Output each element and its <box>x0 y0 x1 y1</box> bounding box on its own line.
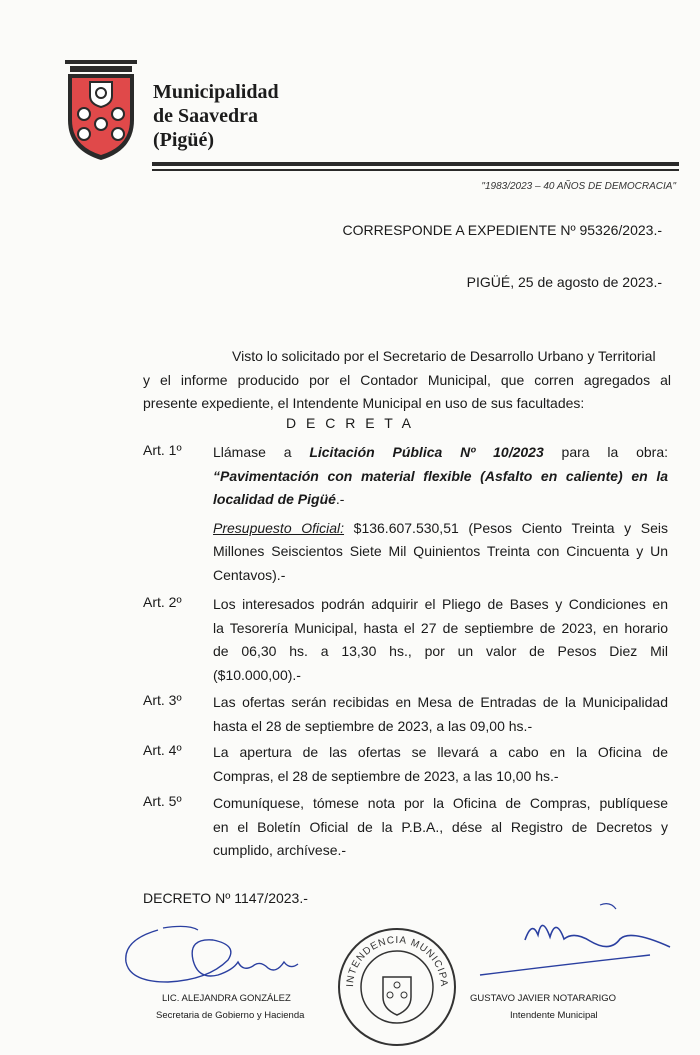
licitacion-title: Licitación Pública Nº 10/2023 <box>309 444 544 460</box>
municipal-seal-stamp <box>335 925 460 1050</box>
organization-name <box>153 80 353 152</box>
article-3-line-1: Las ofertas serán recibidas en Mesa de Entradas de la Municipalidad <box>213 694 668 710</box>
article-4-body <box>213 741 668 788</box>
article-2-line-4: ($10.000,00).- <box>213 666 301 683</box>
decreta-heading: D E C R E T A <box>286 415 414 431</box>
article-1-line-1 <box>213 441 668 465</box>
article-3-label: Art. 3º <box>143 692 182 708</box>
article-3-body <box>213 691 668 738</box>
article-4-line-1: La apertura de las ofertas se llevará a cabo en la Oficina de <box>213 744 668 760</box>
handwritten-signature-left <box>118 900 318 1000</box>
preamble-line-1: Visto lo solicitado por el Secretario de Desarrollo Urbano y Territorial <box>232 348 656 364</box>
article-1-line-3-end: .- <box>335 491 345 507</box>
preamble-line-3: presente expediente, el Intendente Municipal en uso de sus facultades: <box>143 395 585 411</box>
decreto-number: DECRETO Nº 1147/2023.- <box>143 890 308 906</box>
right-signature-block <box>470 895 680 1021</box>
article-1-label: Art. 1º <box>143 442 182 458</box>
place-and-date: PIGÜÉ, 25 de agosto de 2023.- <box>466 274 662 290</box>
article-2-label: Art. 2º <box>143 594 182 610</box>
article-1-locality: localidad de Pigüé <box>213 491 336 507</box>
article-1-line-2: “Pavimentación con material flexible (Asfalto en caliente) en la <box>213 467 668 484</box>
article-1-text-post: para la obra: <box>543 444 668 460</box>
left-signer-name: LIC. ALEJANDRA GONZÁLEZ <box>162 993 291 1004</box>
article-2-line-1: Los interesados podrán adquirir el Pliego de Bases y Condiciones en <box>213 596 668 612</box>
article-5-line-3: cumplido, archívese.- <box>213 842 347 858</box>
left-signature-block <box>118 900 318 1021</box>
preamble-line-2: y el informe producido por el Contador Municipal, que corren agregados al <box>143 371 671 388</box>
article-4-label: Art. 4º <box>143 742 182 758</box>
article-5-line-2: en el Boletín Oficial de la P.B.A., dése al Registro de Decretos y <box>213 818 668 835</box>
header-rule-thin <box>152 169 679 171</box>
handwritten-signature-right <box>470 895 680 985</box>
article-1-text-pre: Llámase a <box>213 444 310 460</box>
article-2-line-2: la Tesorería Municipal, hasta el 27 de septiembre de 2023, en horario <box>213 619 668 636</box>
seal-text: INTENDENCIA MUNICIPA <box>344 934 450 988</box>
budget-line-1 <box>213 517 668 541</box>
org-name-line-2: de Saavedra <box>153 105 258 127</box>
budget-amount: $136.607.530,51 (Pesos Ciento Treinta y Seis <box>344 519 668 536</box>
article-2-body <box>213 593 668 687</box>
article-2-line-3: de 06,30 hs. a 13,30 hs., por un valor de Pesos Diez Mil <box>213 643 668 659</box>
budget-line-2: Millones Seiscientos Siete Mil Quinientos Treinta con Cincuenta y Un <box>213 543 668 559</box>
article-1-line-3 <box>213 488 668 512</box>
org-name-line-1: Municipalidad <box>153 81 279 103</box>
org-name-line-3: (Pigüé) <box>153 129 215 151</box>
article-5-label: Art. 5º <box>143 793 182 809</box>
right-signer-title: Intendente Municipal <box>510 1010 598 1021</box>
budget-label: Presupuesto Oficial: <box>213 519 345 536</box>
article-5-line-1: Comuníquese, tómese nota por la Oficina de Compras, publíquese <box>213 795 668 811</box>
left-signer-title: Secretaria de Gobierno y Hacienda <box>156 1010 305 1021</box>
democracy-motto: "1983/2023 – 40 AÑOS DE DEMOCRACIA" <box>481 181 676 192</box>
budget-line-3: Centavos).- <box>213 566 286 583</box>
right-signer-name: GUSTAVO JAVIER NOTARARIGO <box>470 993 617 1004</box>
article-1-body <box>213 441 668 587</box>
article-5-body <box>213 792 668 863</box>
preamble <box>143 345 671 416</box>
article-3-line-2: hasta el 28 de septiembre de 2023, a las 09,00 hs.- <box>213 717 533 734</box>
municipal-coat-of-arms-logo <box>62 58 140 162</box>
header-rule-thick <box>152 162 679 166</box>
expediente-reference: CORRESPONDE A EXPEDIENTE Nº 95326/2023.- <box>342 222 662 238</box>
article-4-line-2: Compras, el 28 de septiembre de 2023, a las 10,00 hs.- <box>213 767 559 784</box>
